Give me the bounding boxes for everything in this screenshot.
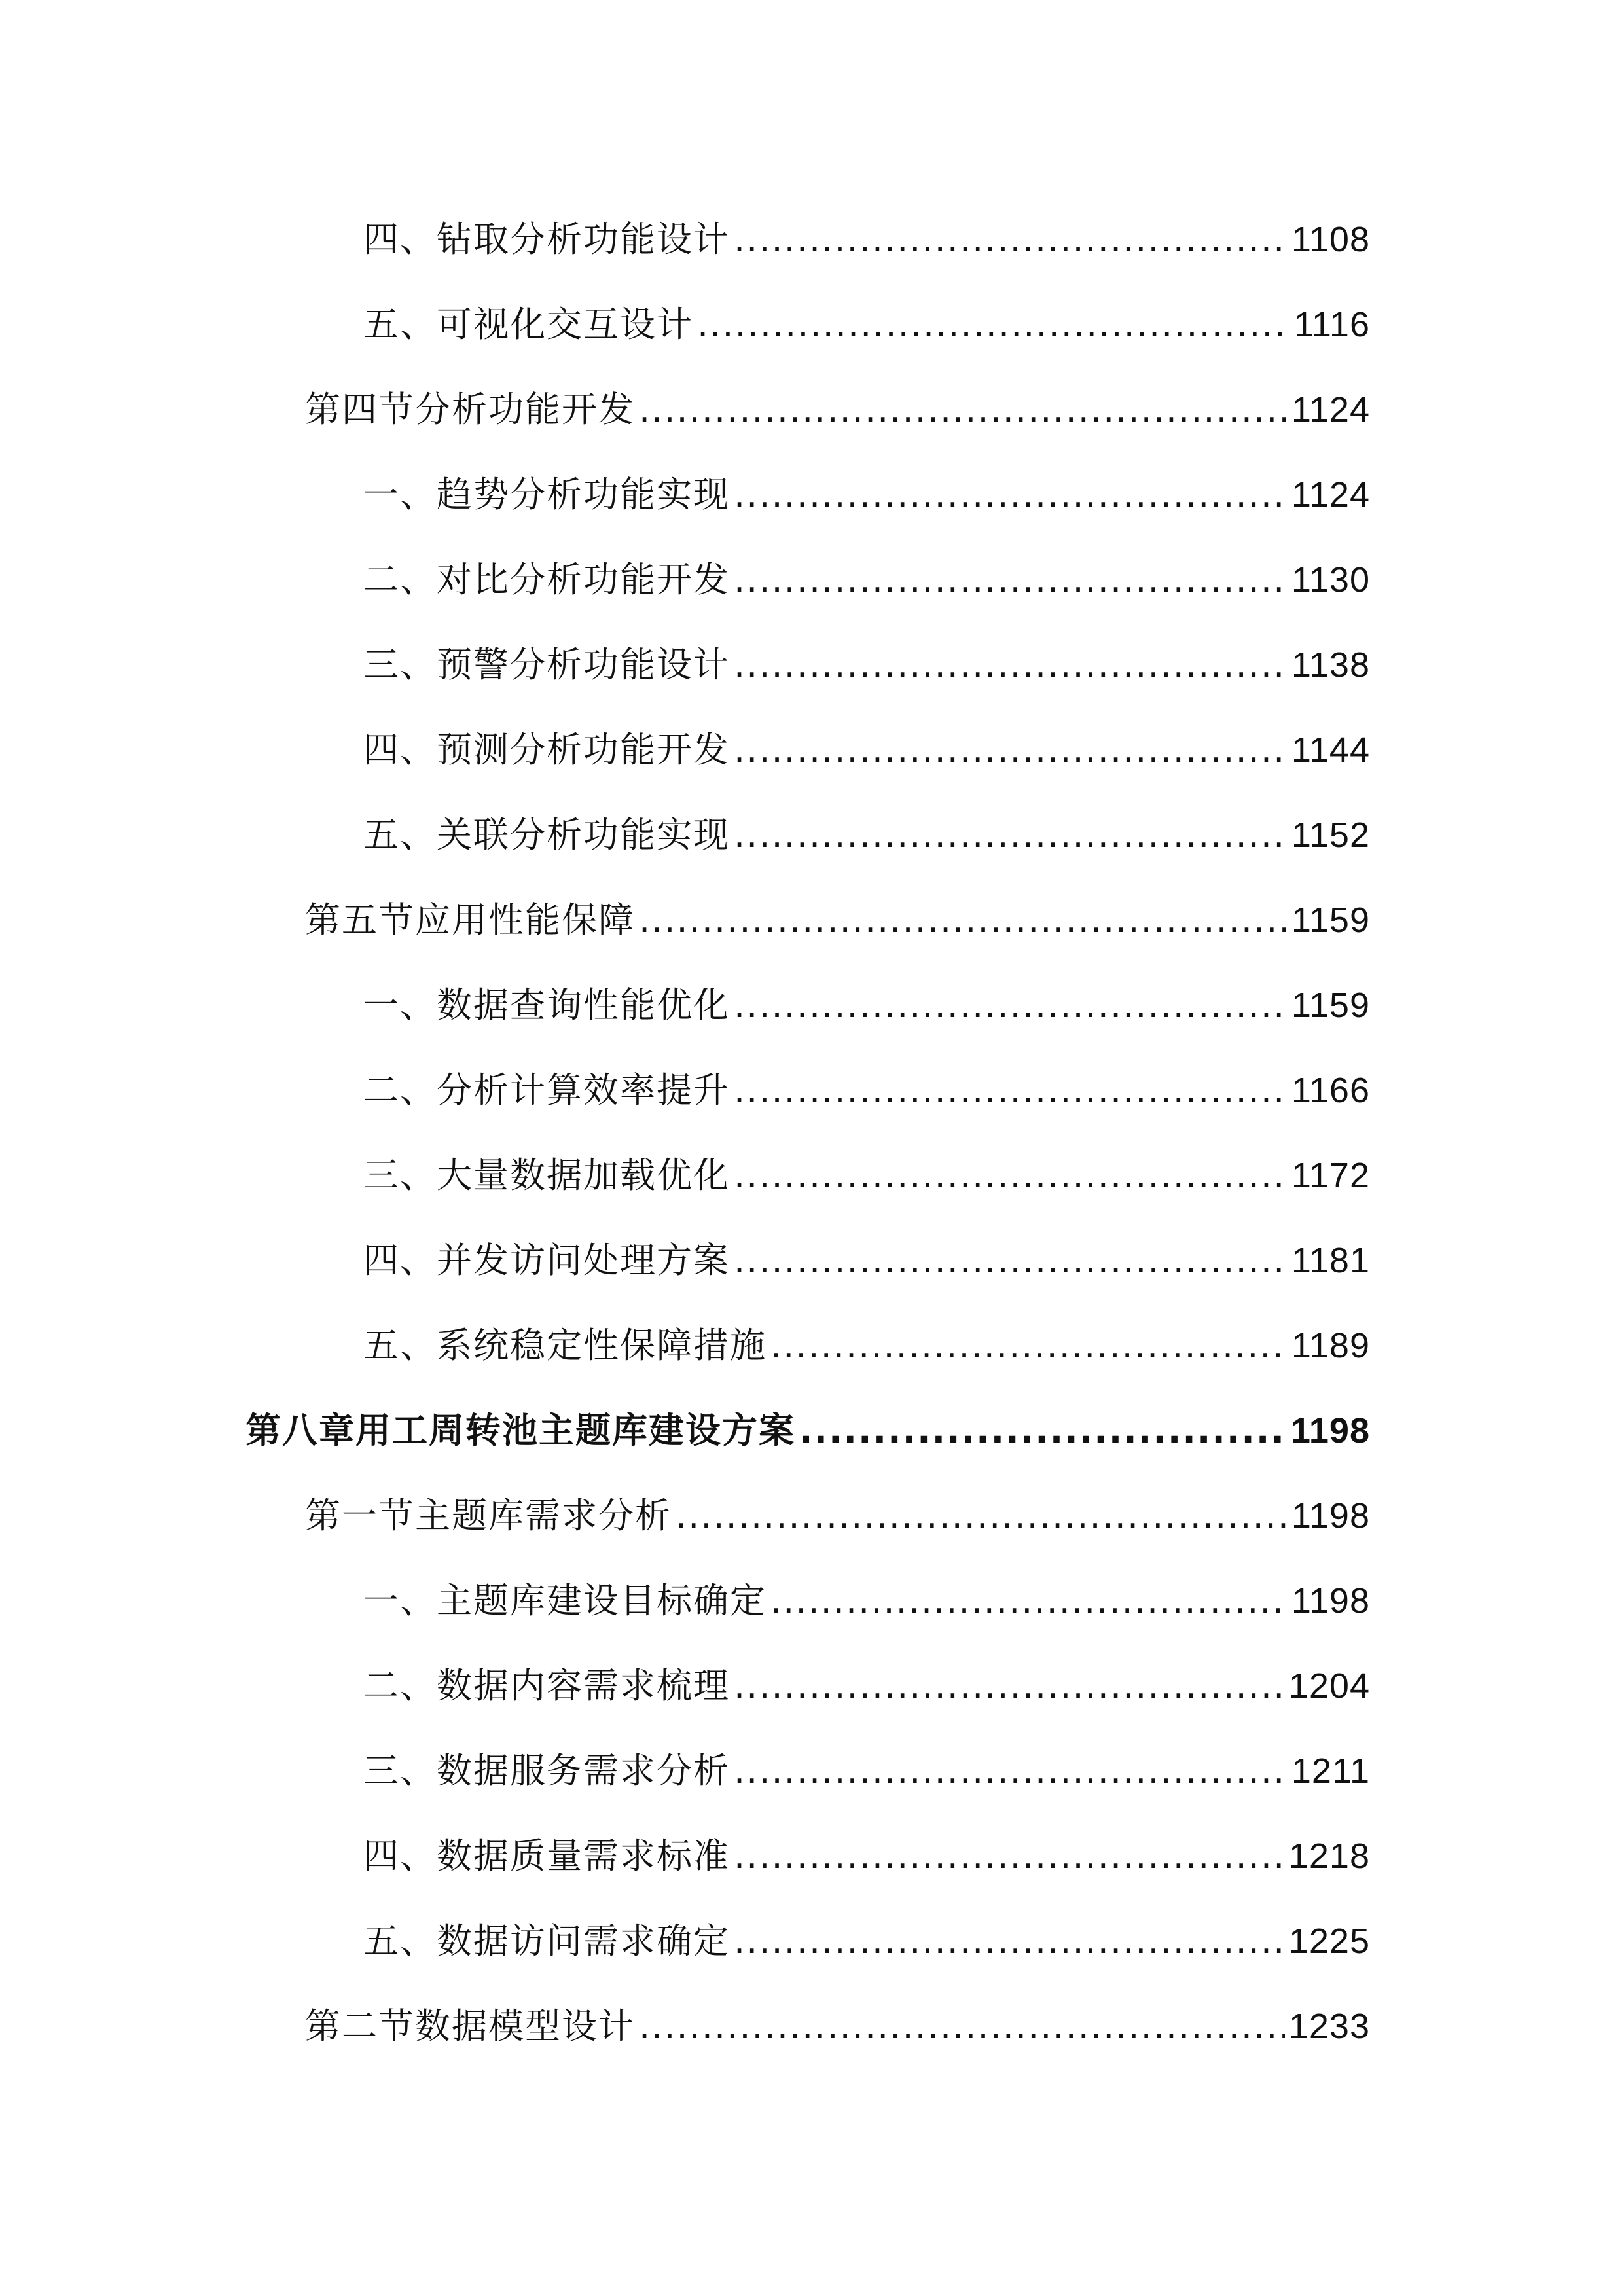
toc-entry-title: 第五节应用性能保障 <box>305 899 635 941</box>
toc-page-number: 1108 <box>1291 220 1370 259</box>
toc-dot-leader <box>799 1405 1287 1457</box>
toc-dot-leader <box>770 1319 1288 1372</box>
toc-entry-title: 一、数据查询性能优化 <box>363 984 730 1026</box>
toc-entry[interactable] <box>363 469 1370 521</box>
toc-dot-leader <box>676 1490 1288 1542</box>
toc-entry[interactable] <box>363 724 1370 776</box>
toc-page-number: 1172 <box>1291 1156 1370 1195</box>
toc-entry[interactable] <box>363 1575 1370 1627</box>
toc-dot-leader <box>734 469 1288 521</box>
toc-dot-leader <box>734 554 1288 606</box>
toc-entry[interactable] <box>363 979 1370 1031</box>
toc-page-number: 1159 <box>1291 901 1370 940</box>
toc-entry[interactable] <box>363 1660 1370 1712</box>
toc-entry[interactable] <box>363 1745 1370 1797</box>
toc-entry-title: 五、可视化交互设计 <box>363 304 693 345</box>
toc-entry-title: 第一节主题库需求分析 <box>305 1495 672 1536</box>
toc-page-number: 1211 <box>1291 1751 1370 1791</box>
toc-entry[interactable] <box>363 213 1370 266</box>
toc-dot-leader <box>734 213 1288 266</box>
toc-page-number: 1189 <box>1291 1326 1370 1365</box>
toc-entry[interactable] <box>363 1319 1370 1372</box>
toc-page-number: 1225 <box>1288 1922 1370 1961</box>
toc-entry[interactable] <box>363 1830 1370 1882</box>
toc-entry-title: 二、数据内容需求梳理 <box>363 1665 730 1706</box>
toc-entry-title: 四、数据质量需求标准 <box>363 1835 730 1876</box>
toc-page-number: 1144 <box>1291 730 1370 770</box>
toc-entry-title: 四、并发访问处理方案 <box>363 1240 730 1281</box>
toc-entry-title: 三、预警分析功能设计 <box>363 644 730 685</box>
toc-entry[interactable] <box>363 554 1370 606</box>
toc-entry[interactable] <box>305 1490 1370 1542</box>
toc-entry-title: 第二节数据模型设计 <box>305 2005 635 2047</box>
toc-entry[interactable] <box>363 1149 1370 1202</box>
toc-dot-leader <box>639 894 1288 946</box>
toc-dot-leader <box>734 809 1288 861</box>
toc-page-number: 1159 <box>1291 986 1370 1025</box>
toc-entry[interactable] <box>305 384 1370 436</box>
toc-entry-title: 四、预测分析功能开发 <box>363 729 730 770</box>
toc-dot-leader <box>734 1660 1285 1712</box>
toc-entry[interactable] <box>363 1064 1370 1117</box>
toc-entry[interactable] <box>363 639 1370 691</box>
toc-page-number: 1198 <box>1291 1496 1370 1535</box>
toc-entry[interactable] <box>305 2000 1370 2053</box>
toc-page-number: 1233 <box>1288 2007 1370 2046</box>
toc-entry-title: 三、大量数据加载优化 <box>363 1155 730 1196</box>
toc-page-number: 1166 <box>1291 1071 1370 1110</box>
toc-dot-leader <box>734 1745 1288 1797</box>
toc-entry-title: 四、钻取分析功能设计 <box>363 219 730 260</box>
toc-page-number: 1218 <box>1288 1837 1370 1876</box>
toc-entry-title: 五、关联分析功能实现 <box>363 814 730 855</box>
toc-dot-leader <box>734 1915 1285 1967</box>
toc-dot-leader <box>734 1234 1288 1287</box>
toc-entry-title: 三、数据服务需求分析 <box>363 1750 730 1791</box>
toc-dot-leader <box>639 384 1288 436</box>
toc-entry-title: 一、主题库建设目标确定 <box>363 1580 767 1621</box>
toc-page-number: 1198 <box>1291 1581 1370 1621</box>
toc-entry[interactable] <box>363 1234 1370 1287</box>
toc-dot-leader <box>770 1575 1288 1627</box>
toc-dot-leader <box>734 1064 1288 1117</box>
toc-entry-title: 二、分析计算效率提升 <box>363 1069 730 1111</box>
toc-entry-title: 第四节分析功能开发 <box>305 389 635 430</box>
toc-page-number: 1204 <box>1288 1666 1370 1706</box>
toc-dot-leader <box>734 1149 1288 1202</box>
toc-page-number: 1116 <box>1293 305 1370 344</box>
toc-page-number: 1124 <box>1291 475 1370 514</box>
toc-dot-leader <box>734 1830 1285 1882</box>
toc-entry-title: 五、系统稳定性保障措施 <box>363 1325 767 1366</box>
toc-dot-leader <box>734 979 1288 1031</box>
toc-dot-leader <box>734 724 1288 776</box>
toc-page-number: 1124 <box>1291 390 1370 429</box>
toc-entry-title: 第八章用工周转池主题库建设方案 <box>245 1410 795 1451</box>
toc-entry-title: 一、趋势分析功能实现 <box>363 474 730 515</box>
toc-dot-leader <box>734 639 1288 691</box>
toc-dot-leader <box>697 298 1290 351</box>
toc-page-number: 1130 <box>1291 560 1370 600</box>
toc-entry[interactable] <box>363 1915 1370 1967</box>
toc-entry[interactable] <box>363 809 1370 861</box>
toc-page-number: 1152 <box>1291 816 1370 855</box>
toc-chapter-entry[interactable] <box>245 1405 1370 1457</box>
toc-page-number: 1181 <box>1291 1241 1370 1280</box>
toc-page-number: 1138 <box>1291 645 1370 685</box>
toc-dot-leader <box>639 2000 1285 2053</box>
toc-entry-title: 二、对比分析功能开发 <box>363 559 730 600</box>
toc-entry-title: 五、数据访问需求确定 <box>363 1920 730 1962</box>
toc-entry[interactable] <box>363 298 1370 351</box>
toc-page-number: 1198 <box>1290 1411 1370 1450</box>
toc-entry[interactable] <box>305 894 1370 946</box>
